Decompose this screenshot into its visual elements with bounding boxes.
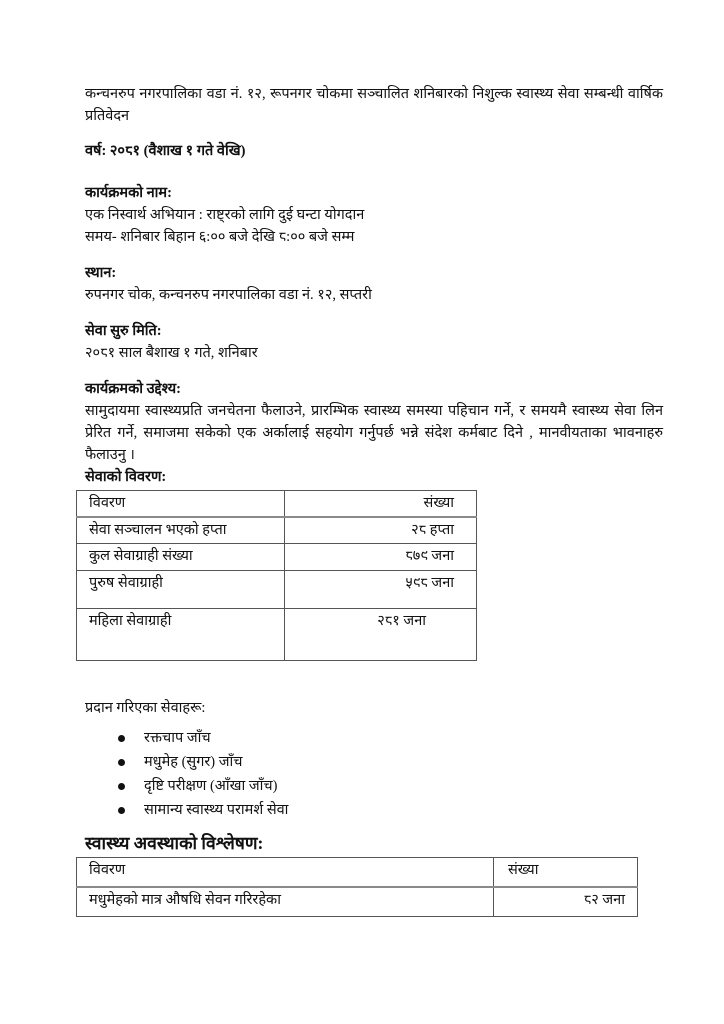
row-label: सेवा सञ्चालन भएको हप्ता bbox=[77, 517, 285, 544]
table-row bbox=[77, 517, 477, 544]
row-label: पुरुष सेवाग्राही bbox=[77, 571, 285, 609]
location-heading: स्थान: bbox=[85, 265, 117, 281]
program-name-line: एक निस्वार्थ अभियान : राष्ट्रको लागि दुई घन्टा योगदान bbox=[85, 207, 365, 223]
program-heading: कार्यक्रमको नाम: bbox=[85, 185, 172, 201]
bullet-icon bbox=[118, 807, 125, 814]
table-header-row bbox=[77, 491, 477, 518]
column-header-count: संख्या bbox=[285, 491, 477, 518]
year-heading: वर्ष: २०८१ (वैशाख १ गते वेखि) bbox=[85, 143, 246, 159]
objective-section bbox=[85, 378, 663, 466]
list-item-label: मधुमेह (सुगर) जाँच bbox=[144, 754, 243, 770]
objective-heading: कार्यक्रमको उद्देश्य: bbox=[85, 381, 181, 397]
row-label: कुल सेवाग्राही संख्या bbox=[77, 544, 285, 571]
column-header-detail: विवरण bbox=[77, 491, 285, 518]
service-detail-heading: सेवाको विवरण: bbox=[85, 469, 167, 485]
list-item bbox=[85, 751, 663, 773]
row-value: ५९८ जना bbox=[285, 571, 477, 609]
bullet-icon bbox=[118, 735, 125, 742]
health-analysis-table bbox=[76, 857, 638, 917]
list-item-label: रक्तचाप जाँच bbox=[144, 730, 211, 746]
row-value: २८१ जना bbox=[285, 609, 477, 661]
column-header-detail: विवरण bbox=[77, 858, 494, 887]
table-row bbox=[77, 544, 477, 571]
bullet-icon bbox=[118, 759, 125, 766]
program-section bbox=[85, 182, 663, 248]
start-date-value: २०८१ साल बैशाख १ गते, शनिबार bbox=[85, 345, 258, 361]
column-header-count: संख्या bbox=[494, 858, 638, 887]
table-row bbox=[77, 571, 477, 609]
report-title-paragraph: कन्चनरुप नगरपालिका वडा नं. १२, रूपनगर चोकमा सञ्चालित शनिबारको निशुल्क स्वास्थ्य सेवा सम्बन्धी वार्षिक प्रतिवेदन bbox=[85, 86, 663, 124]
list-item bbox=[85, 727, 663, 749]
table-header-row bbox=[77, 858, 638, 887]
location-value: रुपनगर चोक, कन्चनरुप नगरपालिका वडा नं. १२, सप्तरी bbox=[85, 287, 372, 303]
row-value: ८७९ जना bbox=[285, 544, 477, 571]
bullet-icon bbox=[118, 783, 125, 790]
location-section bbox=[85, 262, 663, 306]
table-row bbox=[77, 609, 477, 661]
start-date-section bbox=[85, 320, 663, 364]
program-time-line: समय- शनिबार बिहान ६:०० बजे देखि ८:०० बजे सम्म bbox=[85, 229, 355, 245]
list-item bbox=[85, 799, 663, 821]
row-value: ८२ जना bbox=[494, 887, 638, 917]
table-row bbox=[77, 887, 638, 917]
list-item-label: दृष्टि परीक्षण (आँखा जाँच) bbox=[144, 778, 278, 794]
services-provided-list bbox=[85, 727, 663, 821]
services-provided-heading: प्रदान गरिएका सेवाहरू: bbox=[85, 700, 206, 716]
row-label: महिला सेवाग्राही bbox=[77, 609, 285, 661]
list-item-label: सामान्य स्वास्थ्य परामर्श सेवा bbox=[144, 802, 289, 818]
start-date-heading: सेवा सुरु मिति: bbox=[85, 323, 162, 339]
list-item bbox=[85, 775, 663, 797]
objective-text: सामुदायमा स्वास्थ्यप्रति जनचेतना फैलाउने, प्रारम्भिक स्वास्थ्य समस्या पहिचान गर्ने, र समयमै स्वास्थ्य सेवा लिन प्रेरित गर्ने, समाजमा सकेको एक अर्कालाई सहयोग गर्नुपर्छ भन्ने संदेश कर्मबाट दिने , मानवीयताका भावनाहरु फैलाउनु । bbox=[85, 403, 663, 463]
row-label: मधुमेहको मात्र औषधि सेवन गरिरहेका bbox=[77, 887, 494, 917]
row-value: २८ हप्ता bbox=[285, 517, 477, 544]
service-detail-table bbox=[76, 490, 477, 661]
health-analysis-heading: स्वास्थ्य अवस्थाको विश्लेषण: bbox=[85, 833, 264, 853]
